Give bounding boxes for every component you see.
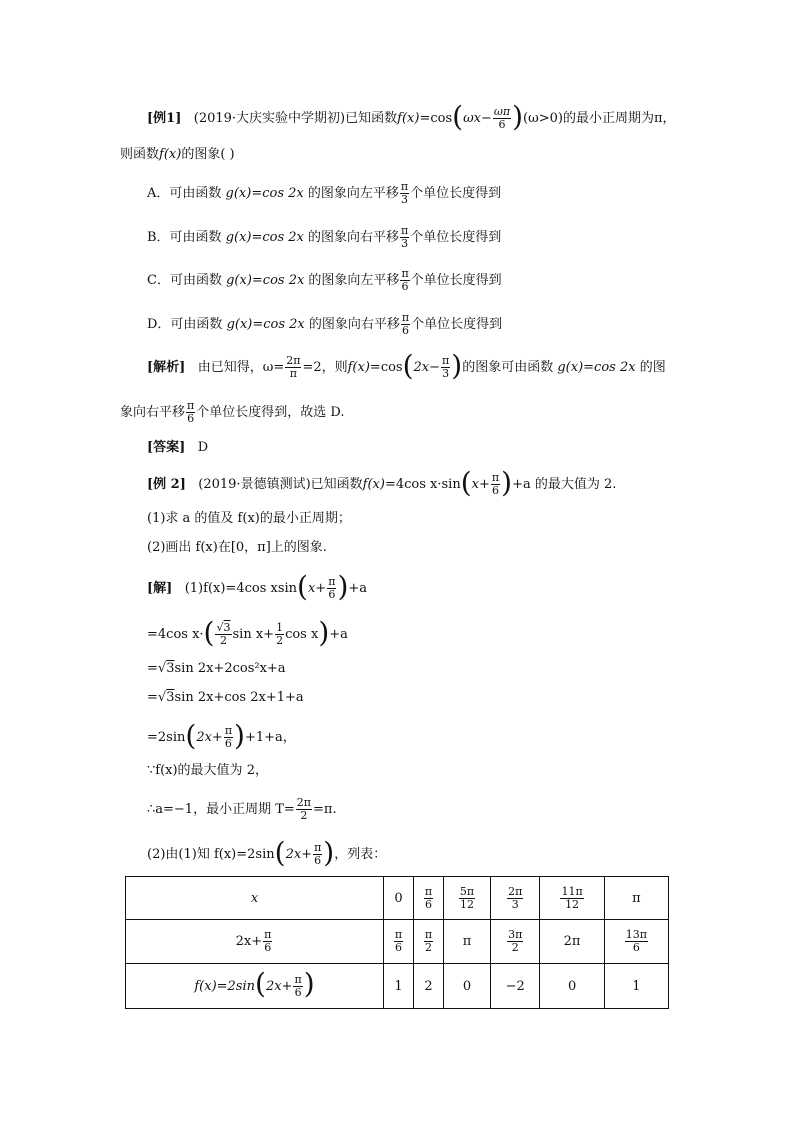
analysis-line2: 象向右平移 $\frac{\pi}{6}$ 个单位长度得到，故选 D. <box>120 399 345 425</box>
question-2: (2)画出 f(x)在[0，π]上的图象. <box>147 540 327 555</box>
question-1: (1)求 a 的值及 f(x)的最小正周期； <box>147 511 351 526</box>
table-row <box>126 920 669 964</box>
option-d: D．可由函数 g(x)=cos 2x 的图象向右平移 $\frac{\pi}{6}$ 个单位长度得到 <box>147 311 503 337</box>
table-cell: $\frac{\pi}{6}$ <box>384 920 414 964</box>
table-head-2x: 2x+ $\frac{\pi}{6}$ <box>126 920 384 964</box>
table-cell: π <box>604 877 668 920</box>
table-head-x: x <box>126 877 384 920</box>
example1-intro: 已知函数 <box>345 111 398 126</box>
table-cell: 0 <box>540 964 604 1009</box>
option-a: A．可由函数 g(x)=cos 2x 的图象向左平移 $\frac{\pi}{3}$ 个单位长度得到 <box>147 180 502 206</box>
table-cell: −2 <box>491 964 540 1009</box>
example1-line1: [例1] (2019·大庆实验中学期初)已知函数f(x)=cos(ωx− $\frac{\omega\pi}{6}$ )(ω>0)的最小正周期为π， <box>147 99 676 133</box>
table-cell: 0 <box>443 964 490 1009</box>
solution-line5: =2sin(2x+ $\frac{\pi}{6}$ )+1+a， <box>147 718 296 752</box>
table-cell: 2π <box>540 920 604 964</box>
example1-fraction: $\frac{\omega\pi}{6}$ <box>493 105 511 131</box>
solution-line3: =√3sin 2x+2cos²x+a <box>147 661 286 676</box>
example2-label: [例 2] <box>147 477 186 492</box>
table-cell: $\frac{11\pi}{12}$ <box>540 877 604 920</box>
option-c: C．可由函数 g(x)=cos 2x 的图象向左平移 $\frac{\pi}{6}$ 个单位长度得到 <box>147 267 502 293</box>
example1-line2 <box>120 146 235 164</box>
analysis-label: [解析] <box>147 360 186 375</box>
example1-fx: f(x) <box>397 111 420 126</box>
example1-label: [例1] <box>147 111 182 126</box>
table-row <box>126 877 669 920</box>
analysis-line1: [解析] 由已知得，ω= $\frac{2\pi}{\pi}$ =2，则f(x)=cos(2x− $\frac{\pi}{3}$ )的图象可由函数 g(x)=cos 2x 的图 <box>147 348 666 382</box>
example1-after: 的最小正周期为π， <box>562 111 676 126</box>
example1-omega: ωx− <box>463 111 492 126</box>
value-table <box>125 876 669 1009</box>
answer-value: D <box>197 440 209 455</box>
example1-line2-fx: f(x) <box>159 147 182 162</box>
answer-line <box>147 439 208 457</box>
solution-line4: =√3sin 2x+cos 2x+1+a <box>147 690 304 705</box>
example1-line2-pre: 则函数 <box>120 147 160 162</box>
table-cell: $\frac{2\pi}{3}$ <box>491 877 540 920</box>
table-cell: $\frac{\pi}{2}$ <box>413 920 443 964</box>
table-cell: 0 <box>384 877 414 920</box>
example1-cond: (ω>0) <box>523 111 563 126</box>
table-row <box>126 964 669 1009</box>
solution-line7: ∴a=−1，最小正周期 T= $\frac{2\pi}{2}$ =π. <box>147 796 337 822</box>
table-cell: 2 <box>413 964 443 1009</box>
example1-source: (2019·大庆实验中学期初) <box>193 111 346 126</box>
table-cell: 1 <box>384 964 414 1009</box>
solution-label: [解] <box>147 581 173 596</box>
example2-line1: [例 2] (2019·景德镇测试)已知函数f(x)=4cos x·sin(x+ $\frac{\pi}{6}$ )+a 的最大值为 2. <box>147 465 617 499</box>
example1-line2-post: 的图象( ) <box>181 147 235 162</box>
table-cell: $\frac{13\pi}{6}$ <box>604 920 668 964</box>
table-cell: π <box>443 920 490 964</box>
solution-line6: ∵f(x)的最大值为 2， <box>147 763 268 778</box>
solution-line8: (2)由(1)知 f(x)=2sin(2x+ $\frac{\pi}{6}$ )，列表： <box>147 835 387 869</box>
example1-eq: =cos <box>419 111 453 126</box>
table-cell: $\frac{5\pi}{12}$ <box>443 877 490 920</box>
table-cell: $\frac{\pi}{6}$ <box>413 877 443 920</box>
table-cell: $\frac{3\pi}{2}$ <box>491 920 540 964</box>
solution-line1: [解] (1)f(x)=4cos xsin(x+ $\frac{\pi}{6}$ )+a <box>147 569 368 603</box>
table-cell: 1 <box>604 964 668 1009</box>
option-b: B．可由函数 g(x)=cos 2x 的图象向右平移 $\frac{\pi}{3}$ 个单位长度得到 <box>147 224 502 250</box>
table-head-fx: f(x)=2sin(2x+ $\frac{\pi}{6}$ ) <box>126 964 384 1009</box>
answer-label: [答案] <box>147 440 186 455</box>
solution-line2: =4cos x·( $\frac{√3}{2}$ sin x+ $\frac{1}{2}$ cos x)+a <box>147 615 348 649</box>
